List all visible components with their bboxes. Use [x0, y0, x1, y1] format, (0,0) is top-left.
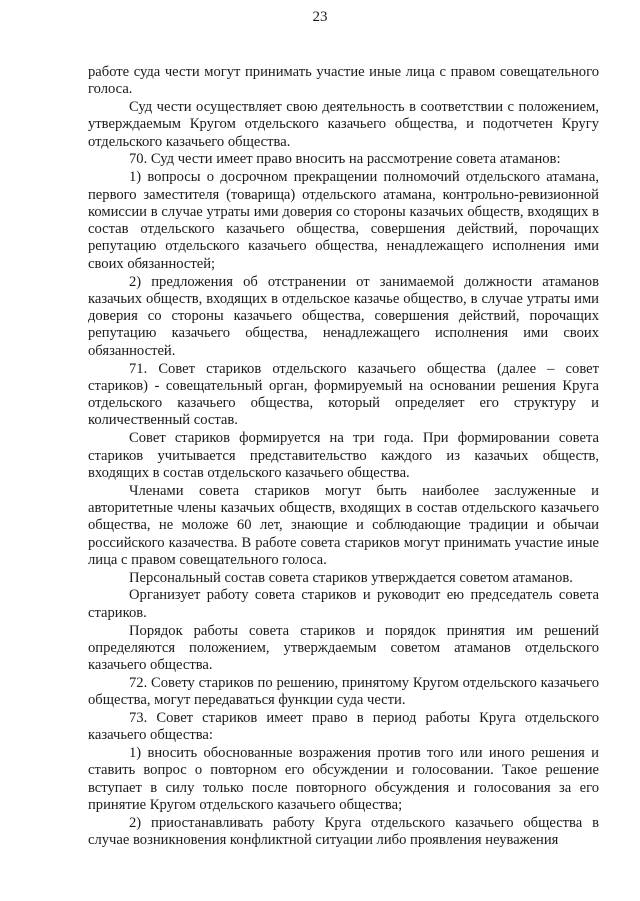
- paragraph: 71. Совет стариков отдельского казачьего общества (далее – совет стариков) - совещательный орган, формируемый на основании решения Круга отдельского казачьего общества, который определяет его структуру и количественный состав.: [88, 360, 599, 429]
- paragraph: Организует работу совета стариков и руководит ею председатель совета стариков.: [88, 587, 599, 621]
- paragraph: Порядок работы совета стариков и порядок принятия им решений определяются положением, утверждаемым советом атаманов отдельского казачьего общества.: [88, 622, 599, 674]
- page-number: 23: [312, 9, 328, 25]
- paragraph: работе суда чести могут принимать участие иные лица с правом совещательного голоса.: [88, 64, 599, 98]
- paragraph: 1) вопросы о досрочном прекращении полномочий отдельского атамана, первого заместителя (товарища) отдельского атамана, контрольно-ревизионной комиссии в случае утраты ими доверия со стороны казачьих обществ, входящих в состав отдельского казачьего общества, совершения действий, порочащих репутацию отдельского казачьего общества, ненадлежащего исполнения ими своих обязанностей;: [88, 169, 599, 272]
- paragraph: 70. Суд чести имеет право вносить на рассмотрение совета атаманов:: [129, 151, 561, 168]
- paragraph: Членами совета стариков могут быть наиболее заслуженные и авторитетные члены казачьих обществ, входящих в состав отдельского казачьего общества, не моложе 60 лет, знающие и соблюдающие традиции и обычаи российского казачества. В работе совета стариков могут принимать участие иные лица с правом совещательного голоса.: [88, 482, 599, 568]
- paragraph: Суд чести осуществляет свою деятельность в соответствии с положением, утверждаемым Кругом отдельского казачьего общества, и подотчетен Кругу отдельского казачьего общества.: [88, 99, 599, 150]
- paragraph: 72. Совету стариков по решению, принятому Кругом отдельского казачьего общества, могут передаваться функции суда чести.: [88, 674, 599, 709]
- paragraph: Персональный состав совета стариков утверждается советом атаманов.: [129, 569, 573, 586]
- paragraph: 2) предложения об отстранении от занимаемой должности атаманов казачьих обществ, входящих в отдельское казачье общество, в случае утраты ими доверия со стороны казачьего общества, совершения действий, порочащих репутацию казачьего общества, ненадлежащего исполнения ими своих обязанностей.: [88, 273, 599, 359]
- paragraph: 73. Совет стариков имеет право в период работы Круга отдельского казачьего общества:: [88, 709, 599, 744]
- paragraph: 1) вносить обоснованные возражения против того или иного решения и ставить вопрос о повторном его обсуждении и голосовании. Такое решение вступает в силу только после повторного обсуждения и голосования за его принятие Кругом отдельского казачьего общества;: [88, 745, 599, 813]
- paragraph: Совет стариков формируется на три года. При формировании совета стариков учитывается представительство каждого из казачьих обществ, входящих в состав отдельского казачьего общества.: [88, 430, 599, 481]
- paragraph: 2) приостанавливать работу Круга отдельского казачьего общества в случае возникновения конфликтной ситуации либо проявления неуважения: [88, 814, 599, 849]
- document-body: [88, 64, 599, 849]
